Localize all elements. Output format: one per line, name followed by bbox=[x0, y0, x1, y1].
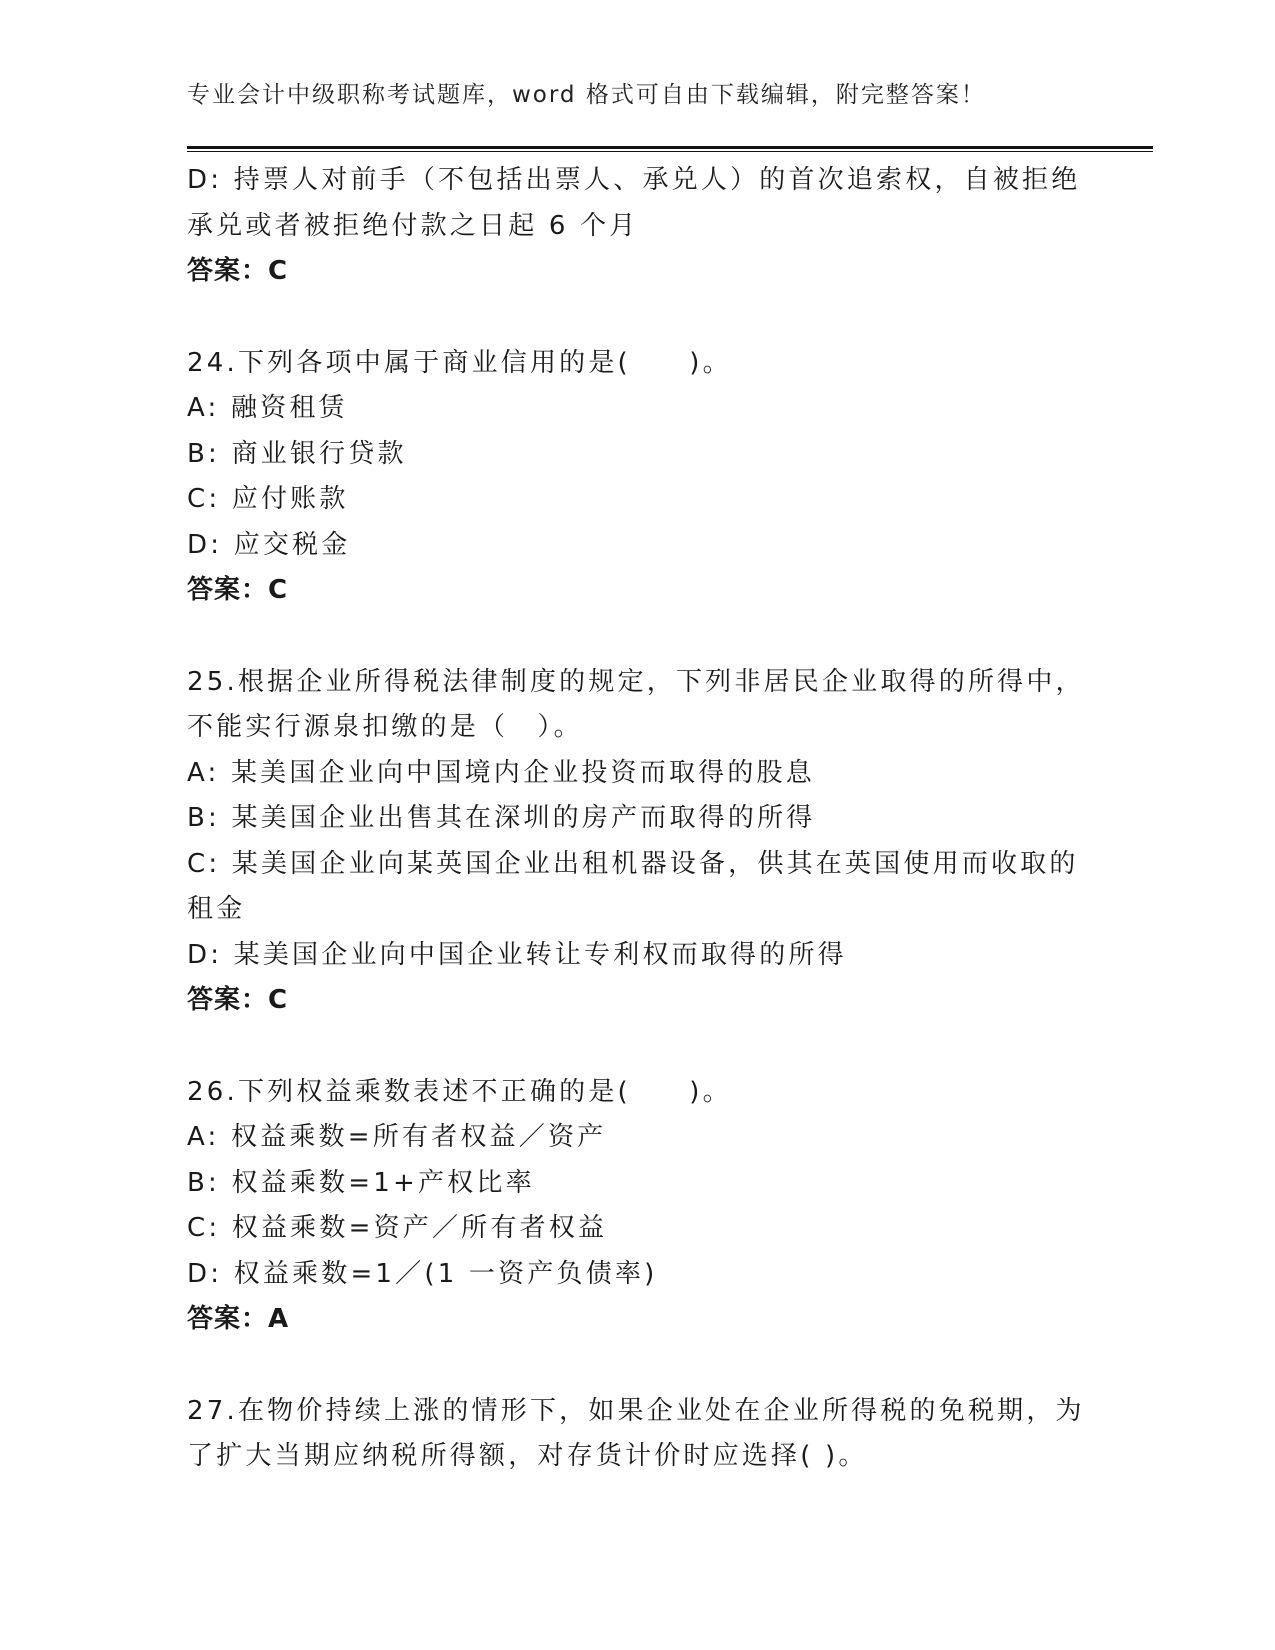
header-divider-thick bbox=[187, 146, 1153, 149]
spacer bbox=[187, 1343, 1087, 1389]
q25-stem-line2: 不能实行源泉扣缴的是（ ）。 bbox=[187, 712, 583, 742]
q26-option-b: B: 权益乘数=1+产权比率 bbox=[187, 1167, 535, 1198]
q27-stem-line2: 了扩大当期应纳税所得额，对存货计价时应选择( )。 bbox=[187, 1441, 868, 1471]
q26-answer: 答案：A bbox=[187, 1304, 290, 1334]
spacer bbox=[187, 295, 1087, 341]
prev-option-d-line2: 承兑或者被拒绝付款之日起 6 个月 bbox=[187, 210, 639, 241]
q24-option-c: C: 应付账款 bbox=[187, 484, 349, 514]
q26-stem: 26.下列权益乘数表述不正确的是( )。 bbox=[187, 1076, 732, 1107]
q26-option-c: C: 权益乘数=资产／所有者权益 bbox=[187, 1213, 608, 1243]
prev-option-d-line1: D: 持票人对前手（不包括出票人、承兑人）的首次追索权，自被拒绝 bbox=[187, 165, 1081, 195]
q24-stem: 24.下列各项中属于商业信用的是( )。 bbox=[187, 347, 732, 378]
q25-option-b: B: 某美国企业出售其在深圳的房产而取得的所得 bbox=[187, 803, 816, 833]
page-header: 专业会计中级职称考试题库，word 格式可自由下载编辑，附完整答案！ bbox=[187, 82, 986, 108]
q25-answer: 答案：C bbox=[187, 985, 289, 1015]
q24-answer: 答案：C bbox=[187, 575, 289, 605]
document-body bbox=[187, 158, 1087, 1480]
header-divider-thin bbox=[187, 151, 1153, 152]
q24-option-a: A: 融资租赁 bbox=[187, 393, 348, 423]
spacer bbox=[187, 1024, 1087, 1070]
q27-stem-line1: 27.在物价持续上涨的情形下，如果企业处在企业所得税的免税期，为 bbox=[187, 1395, 1085, 1426]
spacer bbox=[187, 614, 1087, 660]
q25-option-c-line2: 租金 bbox=[187, 894, 246, 924]
prev-answer: 答案：C bbox=[187, 256, 289, 286]
q26-option-d: D: 权益乘数=1／(1 一资产负债率) bbox=[187, 1258, 658, 1289]
q25-option-a: A: 某美国企业向中国境内企业投资而取得的股息 bbox=[187, 757, 815, 788]
q25-option-c-line1: C: 某美国企业向某英国企业出租机器设备，供其在英国使用而收取的 bbox=[187, 848, 1079, 879]
q24-option-b: B: 商业银行贷款 bbox=[187, 438, 407, 469]
q26-option-a: A: 权益乘数=所有者权益／资产 bbox=[187, 1122, 607, 1152]
q24-option-d: D: 应交税金 bbox=[187, 529, 351, 560]
q25-stem-line1: 25.根据企业所得税法律制度的规定，下列非居民企业取得的所得中， bbox=[187, 666, 1085, 697]
q25-option-d: D: 某美国企业向中国企业转让专利权而取得的所得 bbox=[187, 939, 847, 970]
